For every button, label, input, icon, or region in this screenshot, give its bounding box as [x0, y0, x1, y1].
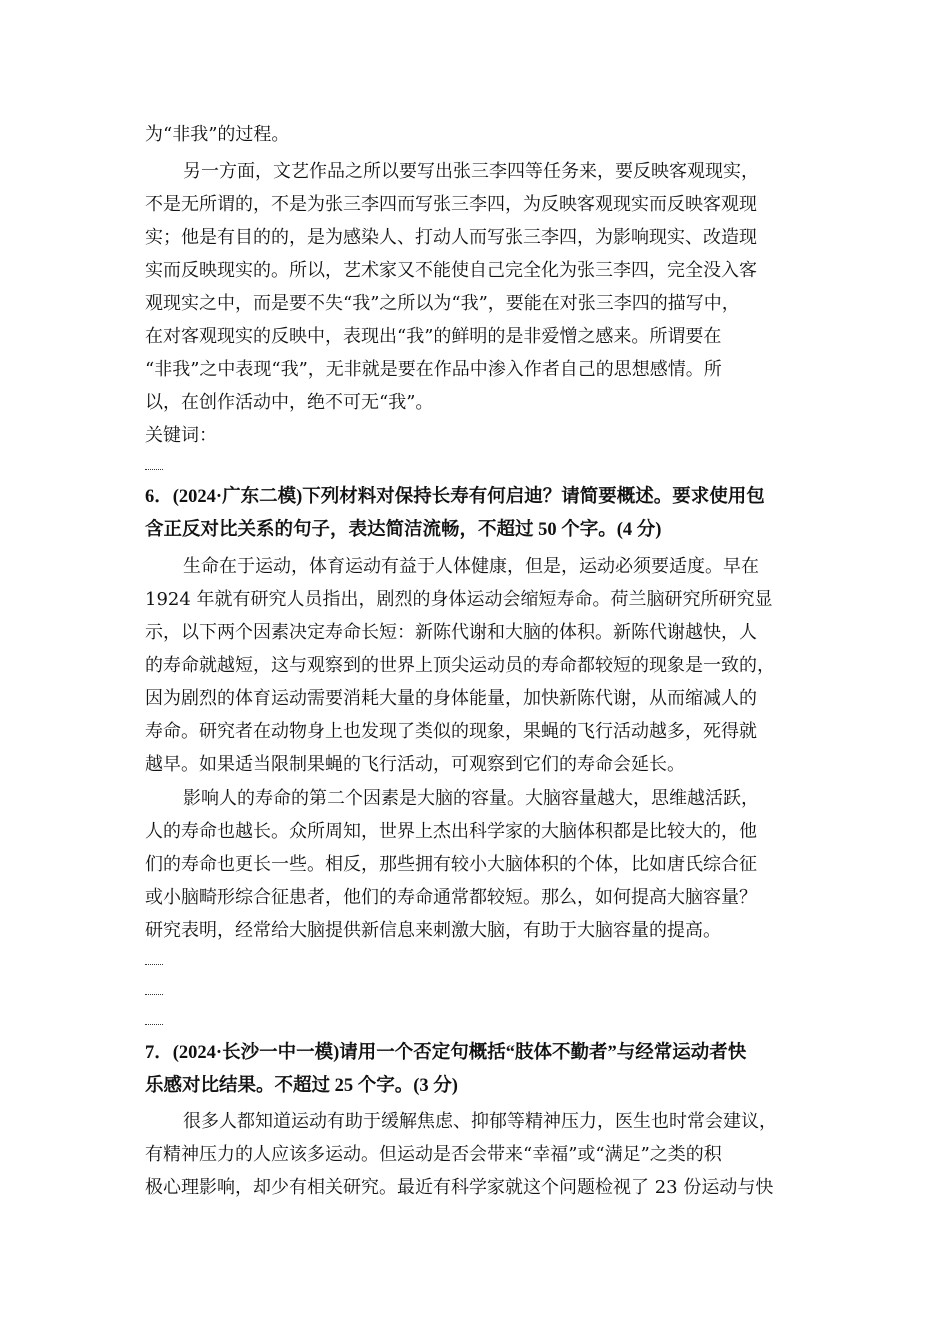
q6-line-9: 人的寿命也越长。众所周知，世界上杰出科学家的大脑体积都是比较大的，他 [145, 821, 757, 842]
passage1-line-3: 不是无所谓的，不是为张三李四而写张三李四，为反映客观现实而反映客观现 [145, 194, 757, 215]
passage1-line-8: “非我”之中表现“我”，无非就是要在作品中渗入作者自己的思想感情。所 [145, 359, 722, 380]
q6-line-11: 或小脑畸形综合征患者，他们的寿命通常都较短。那么，如何提高大脑容量？ [145, 887, 757, 908]
answer-blank-2[interactable] [145, 964, 163, 965]
answer-blank-4[interactable] [145, 1024, 163, 1025]
passage1-line-4: 实；他是有目的的，是为感染人、打动人而写张三李四，为影响现实、改造现 [145, 227, 757, 248]
q6-head-line-1: 6．(2024·广东二模)下列材料对保持长寿有何启迪？请简要概述。要求使用包 [145, 487, 765, 507]
q6-line-8: 影响人的寿命的第二个因素是大脑的容量。大脑容量越大，思维越活跃， [183, 788, 759, 809]
passage1-line-2: 另一方面，文艺作品之所以要写出张三李四等任务来，要反映客观现实， [183, 161, 759, 182]
q7-head-line-2: 乐感对比结果。不超过 25 个字。(3 分) [145, 1076, 458, 1096]
passage1-line-7: 在对客观现实的反映中，表现出“我”的鲜明的是非爱憎之感来。所谓要在 [145, 326, 722, 347]
answer-blank-1[interactable] [145, 469, 163, 470]
q6-line-4: 的寿命就越短，这与观察到的世界上顶尖运动员的寿命都较短的现象是一致的， [145, 655, 775, 676]
answer-blank-3[interactable] [145, 994, 163, 995]
q6-line-12: 研究表明，经常给大脑提供新信息来刺激大脑，有助于大脑容量的提高。 [145, 920, 721, 941]
q6-line-3: 示，以下两个因素决定寿命长短：新陈代谢和大脑的体积。新陈代谢越快，人 [145, 622, 757, 643]
passage1-line-5: 实而反映现实的。所以，艺术家又不能使自己完全化为张三李四，完全没入客 [145, 260, 757, 281]
q7-line-3: 极心理影响，却少有相关研究。最近有科学家就这个问题检视了 23 份运动与快 [145, 1177, 774, 1198]
q7-line-2: 有精神压力的人应该多运动。但运动是否会带来“幸福”或“满足”之类的积 [145, 1144, 722, 1165]
q6-line-1: 生命在于运动，体育运动有益于人体健康，但是，运动必须要适度。早在 [183, 556, 759, 577]
q6-line-6: 寿命。研究者在动物身上也发现了类似的现象，果蝇的飞行活动越多，死得就 [145, 721, 757, 742]
q6-line-7: 越早。如果适当限制果蝇的飞行活动，可观察到它们的寿命会延长。 [145, 754, 685, 775]
passage1-line-9: 以，在创作活动中，绝不可无“我”。 [145, 392, 434, 413]
keyword-label: 关键词： [145, 425, 217, 446]
q7-line-1: 很多人都知道运动有助于缓解焦虑、抑郁等精神压力，医生也时常会建议， [183, 1111, 777, 1132]
q7-head-line-1: 7．(2024·长沙一中一模)请用一个否定句概括“肢体不勤者”与经常运动者快 [145, 1043, 747, 1063]
q6-head-line-2: 含正反对比关系的句子，表达简洁流畅，不超过 50 个字。(4 分) [145, 520, 662, 540]
q6-line-5: 因为剧烈的体育运动需要消耗大量的身体能量，加快新陈代谢，从而缩减人的 [145, 688, 757, 709]
passage1-line-1: 为“非我”的过程。 [145, 124, 290, 145]
passage1-line-6: 观现实之中，而是要不失“我”之所以为“我”，要能在对张三李四的描写中， [145, 293, 740, 314]
q6-line-2: 1924 年就有研究人员指出，剧烈的身体运动会缩短寿命。荷兰脑研究所研究显 [145, 589, 773, 610]
q6-line-10: 们的寿命也更长一些。相反，那些拥有较小大脑体积的个体，比如唐氏综合征 [145, 854, 757, 875]
